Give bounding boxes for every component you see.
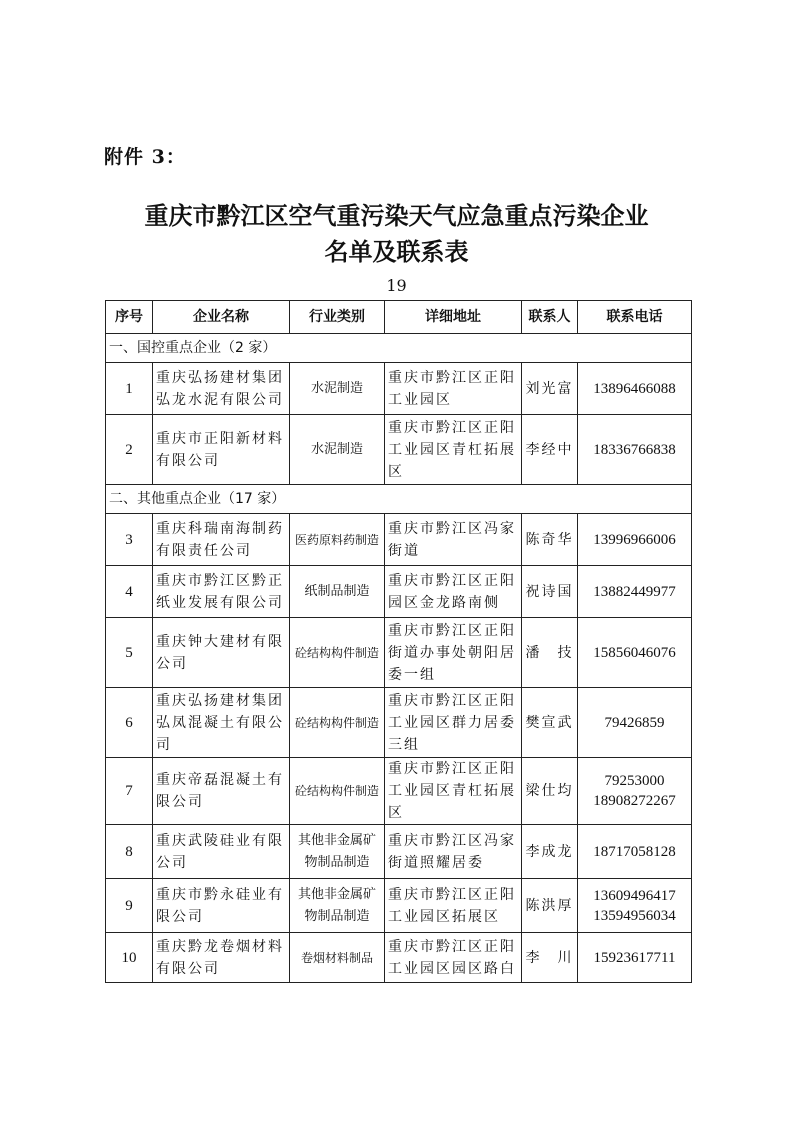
phone-number: 79426859 [604, 714, 665, 731]
row-contact: 潘 技 [522, 618, 578, 688]
row-no: 4 [106, 566, 153, 618]
row-contact: 刘光富 [522, 363, 578, 415]
row-name: 重庆市黔江区黔正纸业发展有限公司 [153, 566, 290, 618]
row-name: 重庆武陵硅业有限公司 [153, 825, 290, 879]
table-header-row [106, 301, 692, 334]
row-name: 重庆市黔永硅业有限公司 [153, 879, 290, 933]
row-address: 重庆市黔江区正阳街道办事处朝阳居委一组 [385, 618, 522, 688]
table-row [106, 933, 692, 983]
header-category: 行业类别 [290, 301, 385, 334]
row-name: 重庆弘扬建材集团弘龙水泥有限公司 [153, 363, 290, 415]
document-title-line-2: 名单及联系表 [324, 237, 469, 266]
table-row [106, 618, 692, 688]
phone-number: 18908272267 [593, 793, 676, 809]
row-phone [578, 618, 692, 688]
row-no: 6 [106, 688, 153, 758]
table-row [106, 688, 692, 758]
row-address: 重庆市黔江区正阳工业园区园区路白 [385, 933, 522, 983]
row-contact: 祝诗国 [522, 566, 578, 618]
row-address: 重庆市黔江区正阳园区金龙路南侧 [385, 566, 522, 618]
row-address: 重庆市黔江区正阳工业园区青杠拓展区 [385, 415, 522, 485]
row-address: 重庆市黔江区冯家街道照耀居委 [385, 825, 522, 879]
row-no: 5 [106, 618, 153, 688]
row-phone [578, 688, 692, 758]
row-phone [578, 825, 692, 879]
row-address: 重庆市黔江区正阳工业园区群力居委三组 [385, 688, 522, 758]
row-phone [578, 879, 692, 933]
row-no: 7 [106, 758, 153, 825]
header-no: 序号 [106, 301, 153, 334]
row-name: 重庆市正阳新材料有限公司 [153, 415, 290, 485]
row-phone [578, 566, 692, 618]
row-category: 水泥制造 [290, 363, 385, 415]
section-label: 一、国控重点企业（2 家） [106, 334, 692, 363]
phone-number: 18336766838 [593, 441, 676, 458]
phone-number: 13996966006 [593, 531, 676, 548]
row-phone [578, 363, 692, 415]
row-no: 8 [106, 825, 153, 879]
row-phone [578, 415, 692, 485]
row-category: 砼结构构件制造 [290, 688, 385, 758]
row-contact: 陈洪厚 [522, 879, 578, 933]
row-category: 砼结构构件制造 [290, 618, 385, 688]
section-row [106, 485, 692, 514]
header-phone: 联系电话 [578, 301, 692, 334]
row-phone [578, 758, 692, 825]
section-row [106, 334, 692, 363]
row-category: 砼结构构件制造 [290, 758, 385, 825]
enterprise-contact-table [105, 300, 692, 983]
section-label: 二、其他重点企业（17 家） [106, 485, 692, 514]
page-number: 19 [386, 276, 407, 295]
row-no: 9 [106, 879, 153, 933]
row-no: 1 [106, 363, 153, 415]
row-contact: 樊宣武 [522, 688, 578, 758]
row-category: 卷烟材料制品 [290, 933, 385, 983]
header-address: 详细地址 [385, 301, 522, 334]
header-contact: 联系人 [522, 301, 578, 334]
row-no: 3 [106, 514, 153, 566]
row-phone [578, 514, 692, 566]
phone-number: 18717058128 [593, 843, 676, 860]
header-name: 企业名称 [153, 301, 290, 334]
row-category: 水泥制造 [290, 415, 385, 485]
phone-number: 13594956034 [593, 907, 676, 924]
phone-number: 15923617711 [593, 949, 676, 966]
table-row [106, 879, 692, 933]
table-row [106, 758, 692, 825]
row-category: 医药原料药制造 [290, 514, 385, 566]
row-no: 10 [106, 933, 153, 983]
phone-number: 13896466088 [593, 380, 676, 397]
phone-number: 13609496417 [593, 887, 676, 904]
table-row [106, 415, 692, 485]
row-contact: 梁仕均 [522, 758, 578, 825]
table-row [106, 514, 692, 566]
row-category: 其他非金属矿物制品制造 [290, 825, 385, 879]
row-name: 重庆黔龙卷烟材料有限公司 [153, 933, 290, 983]
table-row [106, 363, 692, 415]
row-phone [578, 933, 692, 983]
row-name: 重庆钟大建材有限公司 [153, 618, 290, 688]
row-contact: 陈奇华 [522, 514, 578, 566]
row-name: 重庆科瑞南海制药有限责任公司 [153, 514, 290, 566]
row-name: 重庆帝磊混凝土有限公司 [153, 758, 290, 825]
table-row [106, 566, 692, 618]
row-category: 其他非金属矿物制品制造 [290, 879, 385, 933]
row-address: 重庆市黔江区正阳工业园区青杠拓展区 [385, 758, 522, 825]
row-address: 重庆市黔江区正阳工业园区拓展区 [385, 879, 522, 933]
row-contact: 李经中 [522, 415, 578, 485]
row-contact: 李成龙 [522, 825, 578, 879]
row-category: 纸制品制造 [290, 566, 385, 618]
row-contact: 李 川 [522, 933, 578, 983]
table-row [106, 825, 692, 879]
document-title-line-1: 重庆市黔江区空气重污染天气应急重点污染企业 [144, 201, 649, 230]
row-name: 重庆弘扬建材集团弘凤混凝土有限公司 [153, 688, 290, 758]
row-no: 2 [106, 415, 153, 485]
phone-number: 79253000 [604, 773, 665, 789]
row-address: 重庆市黔江区冯家街道 [385, 514, 522, 566]
row-address: 重庆市黔江区正阳工业园区 [385, 363, 522, 415]
phone-number: 15856046076 [593, 644, 676, 661]
attachment-label: 附件 3： [104, 146, 186, 168]
phone-number: 13882449977 [593, 583, 676, 600]
